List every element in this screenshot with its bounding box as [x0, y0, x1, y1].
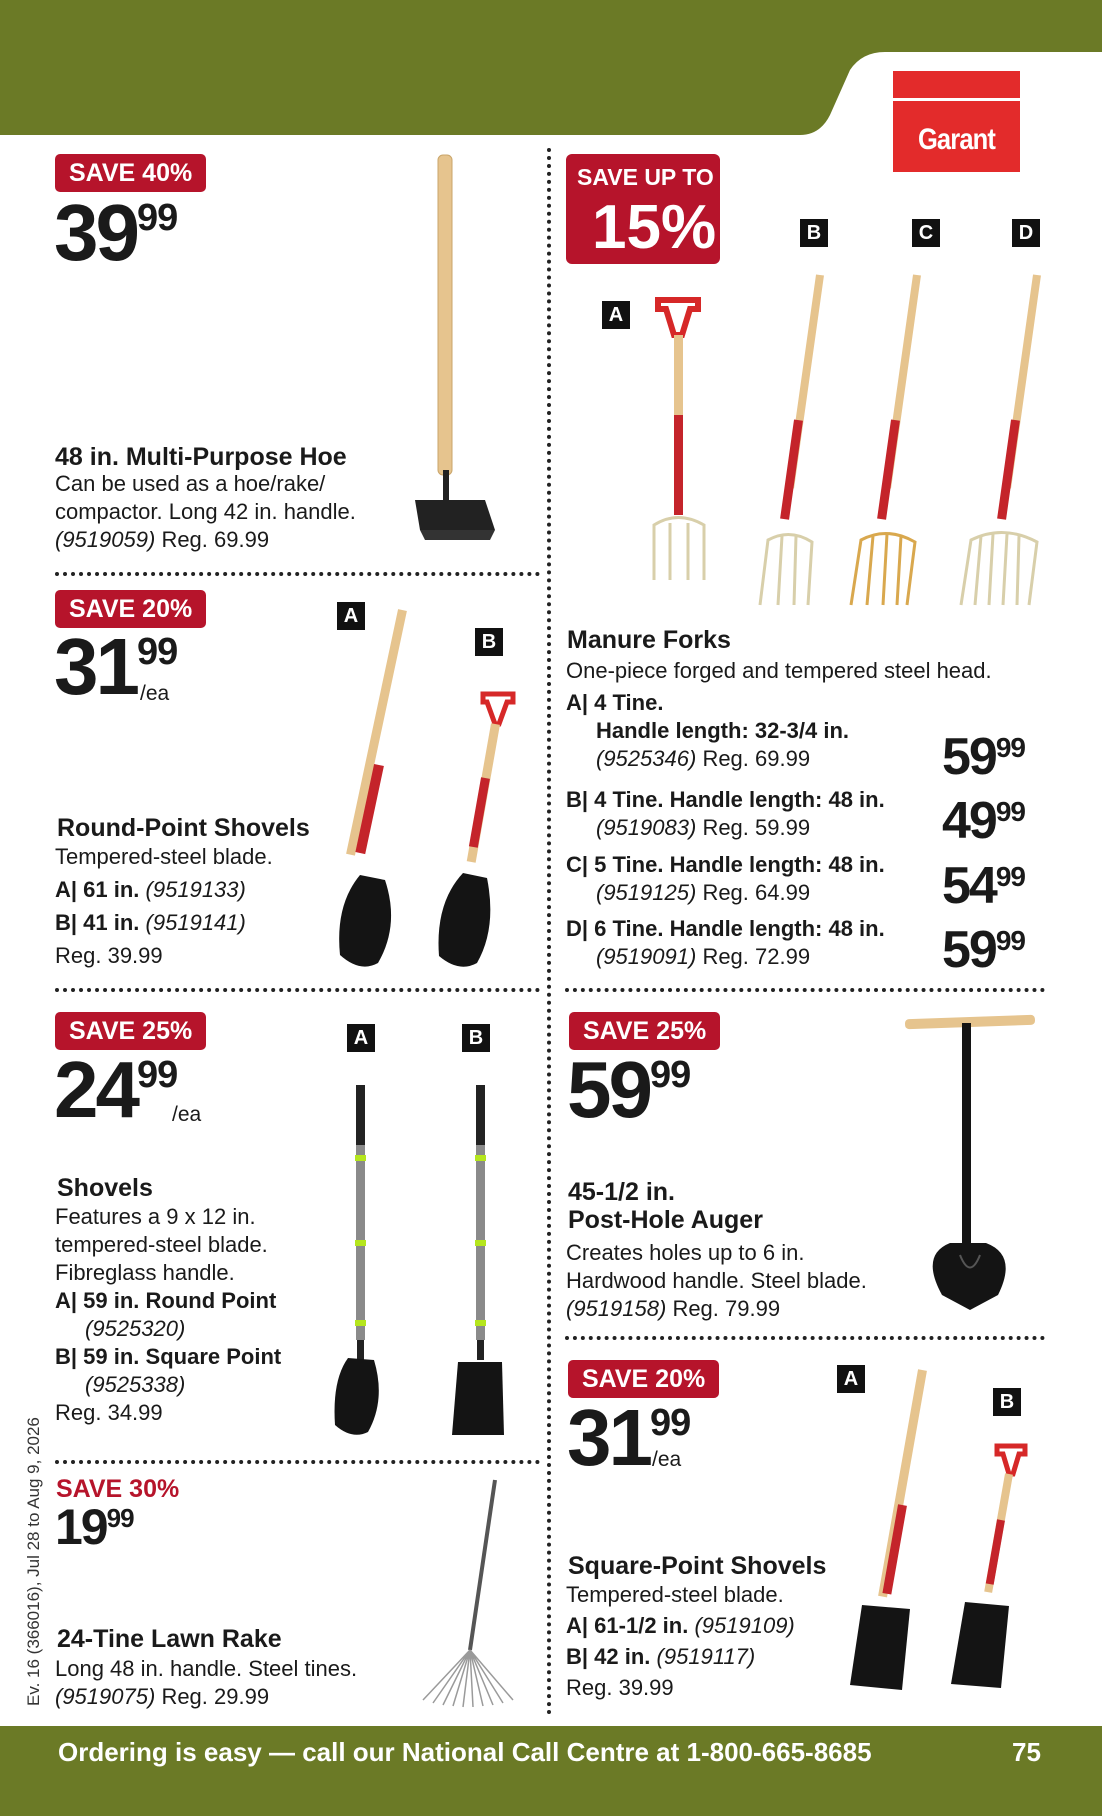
rake-image — [418, 1475, 528, 1710]
shovels-price: 2499 — [54, 1045, 178, 1134]
hoe-title: 48 in. Multi-Purpose Hoe — [55, 443, 347, 471]
hoe-price: 3999 — [54, 188, 178, 277]
fork-c-image — [845, 270, 935, 610]
shovel-b-image — [450, 1080, 510, 1440]
hoe-image — [405, 150, 515, 550]
shovel-letter-b: B — [462, 1024, 490, 1052]
fork-letter-d: D — [1012, 219, 1040, 247]
square-shovels-price: 3199 — [567, 1393, 691, 1482]
fork-a-price: 5999 — [942, 728, 1025, 786]
shovels-description: Features a 9 x 12 in. tempered-steel blade. Fibreglass handle. A| 59 in. Round Point (9525320) B| 59 in. Square Point (9525338) Reg. 34.99 — [55, 1204, 282, 1425]
fork-item-b: B| 4 Tine. Handle length: 48 in. (9519083) Reg. 59.99 — [566, 787, 885, 840]
fork-item-c: C| 5 Tine. Handle length: 48 in. (9519125) Reg. 64.99 — [566, 852, 885, 905]
fork-d-image — [955, 270, 1055, 610]
garant-logo: Garant — [893, 71, 1020, 172]
square-shovels-save-badge: SAVE 20% — [568, 1360, 719, 1398]
round-shovel-letter-b: B — [475, 628, 503, 656]
auger-title: 45-1/2 in. Post-Hole Auger — [568, 1178, 763, 1234]
rake-save-badge: SAVE 30% — [56, 1475, 180, 1503]
square-shovel-letter-b: B — [993, 1388, 1021, 1416]
forks-description: One-piece forged and tempered steel head. — [566, 658, 992, 683]
footer-call-centre-text: Ordering is easy — call our National Call Centre at 1-800-665-8685 — [58, 1737, 872, 1767]
divider-hoe — [55, 572, 540, 576]
fork-a-image — [640, 295, 720, 595]
divider-auger — [565, 1336, 1045, 1340]
round-shovels-unit: /ea — [140, 682, 170, 705]
round-shovels-price: 3199 — [54, 622, 178, 711]
page-number: 75 — [1012, 1737, 1041, 1767]
round-shovels-description: Tempered-steel blade. A| 61 in. (9519133) B| 41 in. (9519141) Reg. 39.99 — [55, 844, 273, 968]
fork-letter-a: A — [602, 301, 630, 329]
auger-image — [900, 1005, 1040, 1325]
square-shovels-description: Tempered-steel blade. A| 61-1/2 in. (9519109) B| 42 in. (9519117) Reg. 39.99 — [566, 1582, 795, 1700]
divider-shovels — [55, 1460, 540, 1464]
forks-title: Manure Forks — [567, 626, 731, 654]
square-shovel-a-image — [840, 1365, 940, 1695]
shovel-letter-a: A — [347, 1024, 375, 1052]
fork-letter-b: B — [800, 219, 828, 247]
fork-item-a: A| 4 Tine. Handle length: 32-3/4 in. (9525346) Reg. 69.99 — [566, 690, 850, 771]
forks-save-badge: SAVE UP TO 15% — [566, 154, 720, 264]
shovels-save-badge: SAVE 25% — [55, 1012, 206, 1050]
fork-b-price: 4999 — [942, 792, 1025, 850]
fork-b-image — [750, 270, 840, 610]
fork-d-price: 5999 — [942, 921, 1025, 979]
edition-text: Ev. 16 (366016), Jul 28 to Aug 9, 2026 — [24, 1417, 43, 1706]
shovels-unit: /ea — [172, 1103, 202, 1126]
fork-item-d: D| 6 Tine. Handle length: 48 in. (9519091) Reg. 72.99 — [566, 916, 885, 969]
round-shovel-letter-a: A — [337, 602, 365, 630]
round-shovels-title: Round-Point Shovels — [57, 814, 310, 842]
hoe-description: Can be used as a hoe/rake/ compactor. Long 42 in. handle. (9519059) Reg. 69.99 — [55, 471, 356, 552]
vertical-divider — [547, 148, 551, 1716]
divider-forks — [565, 988, 1045, 992]
hoe-save-badge: SAVE 40% — [55, 154, 206, 192]
auger-save-badge: SAVE 25% — [569, 1012, 720, 1050]
fork-c-price: 5499 — [942, 857, 1025, 915]
round-shovel-b-image — [425, 688, 525, 978]
rake-description: Long 48 in. handle. Steel tines. (9519075) Reg. 29.99 — [55, 1656, 358, 1709]
fork-letter-c: C — [912, 219, 940, 247]
round-shovels-save-badge: SAVE 20% — [55, 590, 206, 628]
auger-description: Creates holes up to 6 in. Hardwood handle. Steel blade. (9519158) Reg. 79.99 — [566, 1240, 867, 1321]
divider-round-shovels — [55, 988, 540, 992]
square-shovels-title: Square-Point Shovels — [568, 1552, 827, 1580]
square-shovel-b-image — [945, 1440, 1035, 1695]
shovels-title: Shovels — [57, 1174, 153, 1202]
rake-price: 1999 — [55, 1499, 134, 1555]
square-shovel-letter-a: A — [837, 1365, 865, 1393]
auger-price: 5999 — [567, 1045, 691, 1134]
shovel-a-image — [330, 1080, 390, 1440]
rake-title: 24-Tine Lawn Rake — [57, 1625, 282, 1653]
square-shovels-unit: /ea — [652, 1448, 682, 1471]
round-shovel-a-image — [330, 605, 430, 975]
